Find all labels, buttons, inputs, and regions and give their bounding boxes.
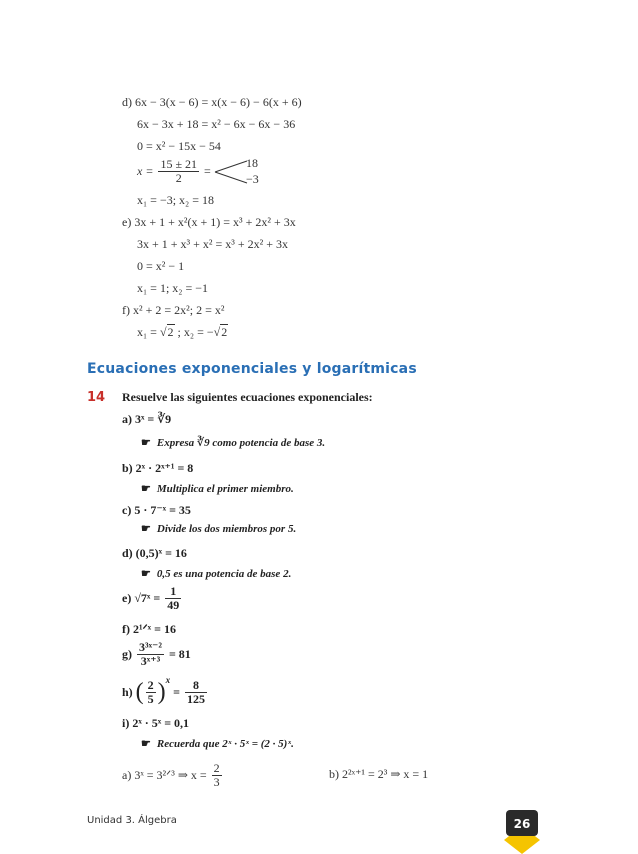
x1-equals: x₁ =	[137, 325, 157, 339]
item-h-numerator: 2	[147, 677, 154, 692]
fraction-numerator: 15 ± 21	[160, 157, 198, 171]
footer-unit: Unidad 3. Álgebra	[87, 815, 177, 826]
pointing-hand-icon: ☛	[141, 437, 151, 449]
solution-e-line2: 3x + 1 + x³ + x² = x³ + 2x² + 3x	[137, 237, 288, 251]
radicand-2: 2	[221, 325, 228, 339]
pointing-hand-icon: ☛	[141, 523, 151, 535]
answer-b: b) 2²ˣ⁺¹ = 2³ ⇒ x = 1	[329, 767, 429, 781]
item-e-denominator: 49	[167, 598, 180, 612]
branch-icon	[213, 159, 249, 185]
item-g-rhs: = 81	[168, 647, 191, 661]
item-h	[122, 675, 209, 706]
solution-f-line1	[122, 303, 224, 318]
hint-i	[141, 737, 294, 750]
hint-i-text: Recuerda que 2ˣ · 5ˣ = (2 · 5)ˣ.	[156, 738, 294, 750]
answer-a	[122, 762, 224, 789]
hint-b	[141, 482, 294, 495]
item-d: d) (0,5)ˣ = 16	[122, 546, 187, 560]
item-i: i) 2ˣ · 5ˣ = 0,1	[122, 716, 190, 730]
label-e: e)	[122, 215, 132, 229]
item-g-label: g)	[122, 647, 132, 661]
pointing-hand-icon: ☛	[141, 738, 151, 750]
hint-c-text: Divide los dos miembros por 5.	[156, 523, 297, 535]
solution-d-line1	[122, 95, 302, 110]
answer-a-numerator: 2	[213, 761, 220, 775]
solution-d-quadratic	[137, 158, 211, 188]
item-g-fraction	[137, 641, 164, 668]
hint-d	[141, 567, 291, 580]
item-e-fraction	[165, 585, 181, 612]
item-c: c) 5 · 7⁻ˣ = 35	[122, 503, 191, 517]
section-title: Ecuaciones exponenciales y logarítmicas	[87, 361, 417, 377]
radicand-1: 2	[167, 325, 174, 339]
label-f: f)	[122, 303, 130, 317]
solution-e-result: x₁ = 1; x₂ = −1	[137, 281, 209, 295]
equals-sign: =	[204, 164, 211, 178]
hint-c	[141, 522, 296, 535]
solution-e-line1-text: 3x + 1 + x²(x + 1) = x³ + 2x² + 3x	[134, 215, 296, 229]
hint-a-text: Expresa ∛9 como potencia de base 3.	[156, 437, 326, 449]
item-f: f) 2¹ᐟˣ = 16	[122, 622, 176, 636]
item-g-numerator: 3³ˣ⁻²	[139, 640, 162, 654]
item-h-result-fraction	[185, 679, 207, 706]
quadratic-fraction	[158, 158, 199, 185]
item-a: a) 3ˣ = ∛9	[122, 412, 172, 426]
item-h-label: h)	[122, 684, 133, 699]
sqrt-icon: √	[213, 325, 221, 339]
x2-equals: ; x₂ = −	[177, 325, 214, 339]
sqrt-icon: √	[159, 325, 167, 339]
item-e	[122, 585, 183, 612]
answer-a-text: a) 3ˣ = 3²ᐟ³ ⇒ x =	[122, 768, 207, 782]
item-b: b) 2ˣ · 2ˣ⁺¹ = 8	[122, 461, 194, 475]
item-h-equals: =	[173, 684, 181, 699]
item-h-base-fraction	[146, 679, 156, 706]
exercise-number: 14	[87, 390, 106, 405]
answer-a-fraction	[212, 762, 222, 789]
label-d: d)	[122, 95, 132, 109]
fraction-denominator: 2	[175, 171, 182, 185]
item-g-denominator: 3ˣ⁺³	[140, 654, 161, 668]
item-h-exponent: x	[165, 675, 171, 685]
item-h-result-numerator: 8	[185, 679, 207, 693]
answer-a-denominator: 3	[213, 775, 220, 789]
right-paren-icon: )	[157, 678, 166, 705]
pointing-hand-icon: ☛	[141, 568, 151, 580]
exercise-intro: Resuelve las siguientes ecuaciones exponenciales:	[122, 390, 373, 404]
hint-b-text: Multiplica el primer miembro.	[156, 483, 294, 495]
item-e-numerator: 1	[165, 585, 181, 599]
item-g	[122, 641, 191, 668]
solution-d-result: x₁ = −3; x₂ = 18	[137, 193, 215, 207]
solution-d-line2: 6x − 3x + 18 = x² − 6x − 6x − 36	[137, 117, 296, 131]
page-badge	[500, 804, 544, 854]
solution-e-line1	[122, 215, 296, 230]
item-h-denominator: 5	[147, 691, 154, 706]
root-2: −3	[246, 172, 259, 186]
solution-e-line3: 0 = x² − 1	[137, 259, 185, 273]
x-equals: x =	[137, 164, 154, 178]
page-number: 26	[513, 817, 531, 831]
solution-f-line1-text: x² + 2 = 2x²; 2 = x²	[133, 303, 225, 317]
item-e-lhs: e) √7ˣ =	[122, 591, 161, 605]
hint-a	[141, 436, 325, 449]
item-h-result-denominator: 125	[187, 691, 206, 706]
solution-d-line1-text: 6x − 3(x − 6) = x(x − 6) − 6(x + 6)	[135, 95, 302, 109]
solution-d-line3: 0 = x² − 15x − 54	[137, 139, 221, 153]
hint-d-text: 0,5 es una potencia de base 2.	[156, 568, 292, 580]
solution-f-result	[137, 325, 228, 340]
pointing-hand-icon: ☛	[141, 483, 151, 495]
root-1: 18	[246, 156, 258, 170]
left-paren-icon: (	[135, 678, 144, 705]
